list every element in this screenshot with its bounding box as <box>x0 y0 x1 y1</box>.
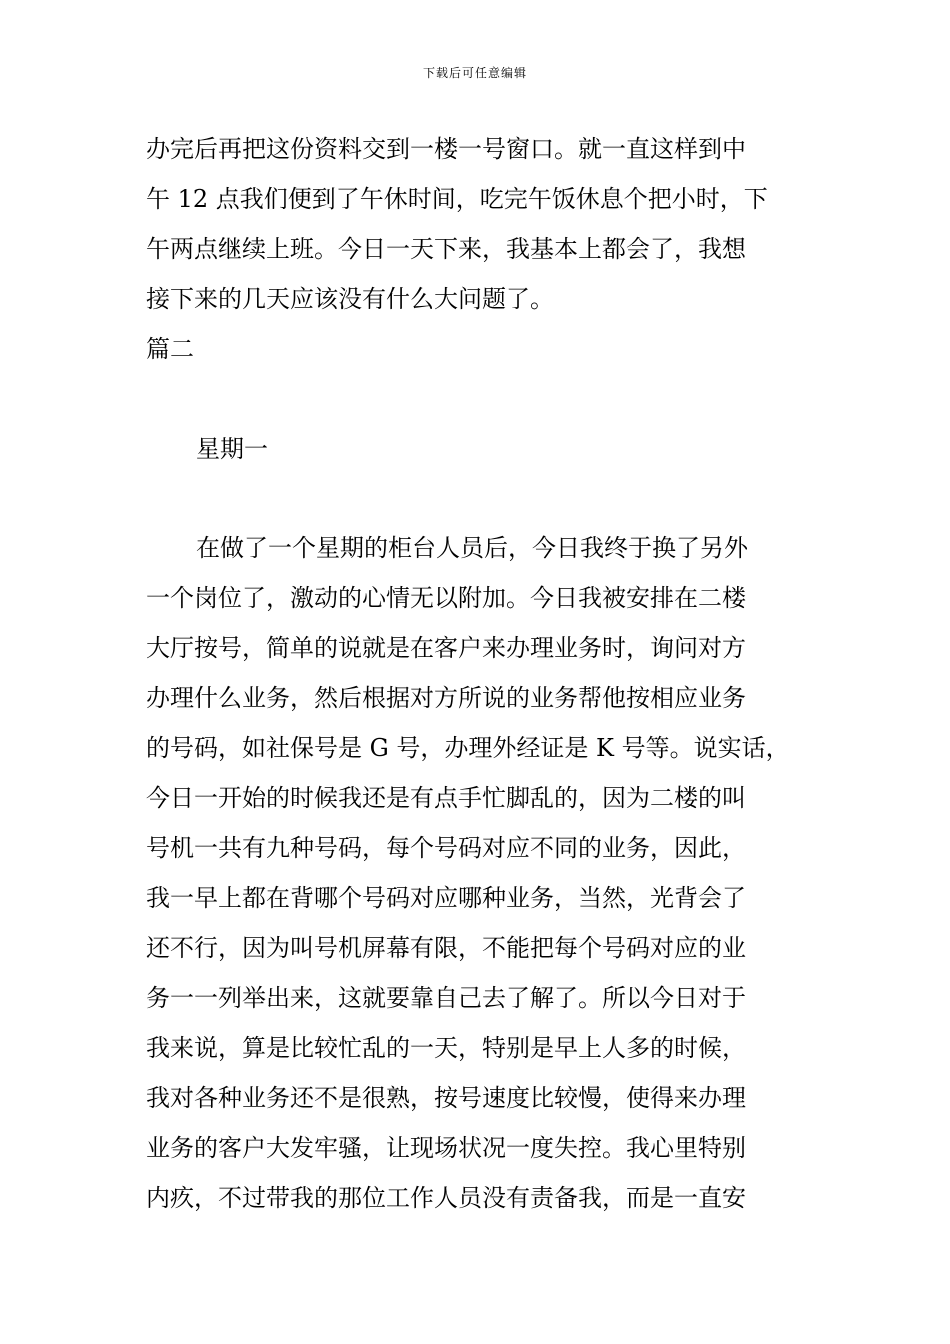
section-heading: 篇二 <box>146 335 194 363</box>
paragraph-line: 还不行，因为叫号机屏幕有限，不能把每个号码对应的业 <box>146 934 746 962</box>
paragraph-line: 业务的客户大发牢骚，让现场状况一度失控。我心里特别 <box>146 1134 746 1162</box>
paragraph-line: 大厅按号，简单的说就是在客户来办理业务时，询问对方 <box>146 634 746 662</box>
paragraph-line: 在做了一个星期的柜台人员后，今日我终于换了另外 <box>196 534 748 562</box>
paragraph-line: 午两点继续上班。今日一天下来，我基本上都会了，我想 <box>146 235 746 263</box>
paragraph-line: 内疚，不过带我的那位工作人员没有责备我，而是一直安 <box>146 1184 746 1212</box>
paragraph-line: 务一一列举出来，这就要靠自己去了解了。所以今日对于 <box>146 984 746 1012</box>
paragraph-line: 号机一共有九种号码，每个号码对应不同的业务，因此， <box>146 834 746 862</box>
paragraph-line: 接下来的几天应该没有什么大问题了。 <box>146 285 554 313</box>
paragraph-line: 我一早上都在背哪个号码对应哪种业务，当然，光背会了 <box>146 884 746 912</box>
paragraph-line: 我对各种业务还不是很熟，按号速度比较慢，使得来办理 <box>146 1084 746 1112</box>
paragraph-line: 的号码，如社保号是 G 号，办理外经证是 K 号等。说实话， <box>146 734 790 762</box>
paragraph-line: 一个岗位了，激动的心情无以附加。今日我被安排在二楼 <box>146 584 746 612</box>
page-header: 下载后可任意编辑 <box>422 66 527 80</box>
day-heading: 星期一 <box>196 435 268 463</box>
paragraph-line: 我来说，算是比较忙乱的一天，特别是早上人多的时候， <box>146 1034 746 1062</box>
paragraph-line: 午 12 点我们便到了午休时间，吃完午饭休息个把小时，下 <box>146 185 768 213</box>
paragraph-line: 办完后再把这份资料交到一楼一号窗口。就一直这样到中 <box>146 135 746 163</box>
paragraph-line: 今日一开始的时候我还是有点手忙脚乱的，因为二楼的叫 <box>146 784 746 812</box>
paragraph-line: 办理什么业务，然后根据对方所说的业务帮他按相应业务 <box>146 684 746 712</box>
